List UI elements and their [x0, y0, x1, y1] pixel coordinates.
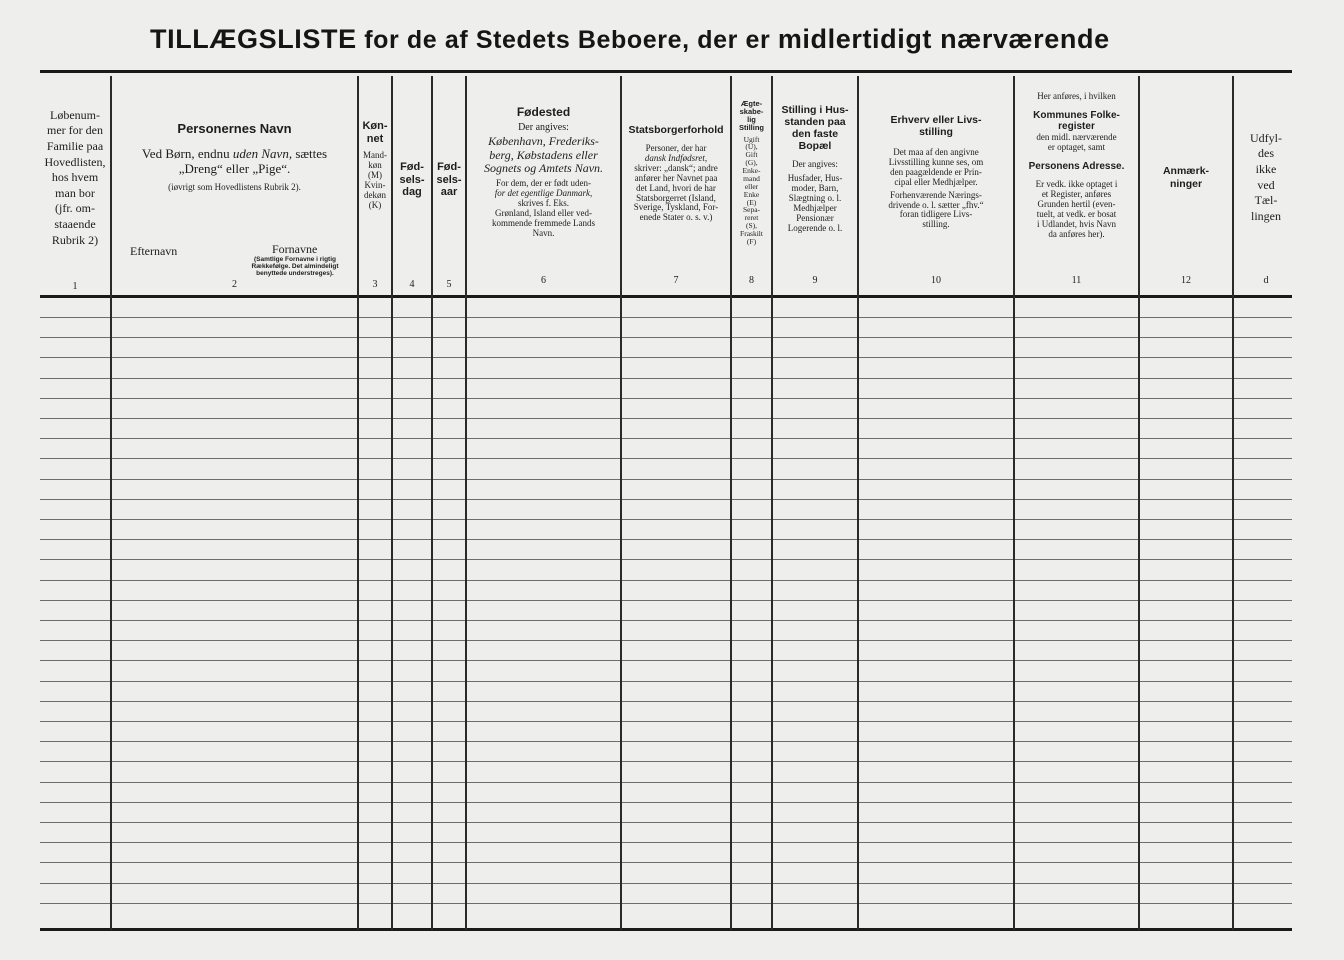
header-text: man bor	[55, 185, 95, 200]
column-divider	[1138, 76, 1140, 930]
header-text: drivende o. l. sætter „fhv.“	[888, 199, 984, 210]
header-text: Køn-	[362, 120, 388, 132]
row-rule	[40, 438, 1292, 439]
row-rule	[40, 378, 1292, 379]
header-text: Enke	[743, 189, 760, 199]
header-text: Grunden hertil (even-	[1037, 198, 1116, 209]
header-text: stilling.	[922, 219, 950, 230]
header-text: skabe-	[739, 106, 764, 116]
header-text: Gift	[745, 150, 758, 160]
header-text: eller	[744, 181, 759, 191]
row-rule	[40, 499, 1292, 500]
header-text: dag	[402, 186, 422, 199]
header-text: Bopæl	[798, 140, 832, 153]
header-col-8	[732, 100, 771, 265]
column-heading: Fødested	[516, 105, 571, 119]
header-text: stilling	[919, 126, 953, 139]
header-text: Enke-	[742, 166, 761, 175]
header-text: Grønland, Island eller ved-	[495, 207, 592, 218]
column-number: 5	[446, 279, 452, 290]
title-middle: for de af Stedets Beboere, der er	[356, 26, 778, 54]
header-text: standen paa	[784, 116, 846, 129]
header-text: (Samtlige Fornavne i rigtig	[254, 256, 336, 263]
header-text: sels-	[436, 173, 462, 186]
table-bottom-rule	[40, 928, 1292, 931]
firstname-note	[236, 257, 354, 277]
header-text: Livsstilling kunne ses, om	[888, 157, 984, 168]
column-heading: Statsborgerforhold	[628, 124, 724, 136]
header-text: Der angives:	[518, 121, 569, 133]
row-rule	[40, 782, 1292, 783]
header-text: Sverige, Tyskland, For-	[633, 202, 719, 213]
header-text: skrives f. Eks.	[518, 197, 569, 208]
row-rule	[40, 741, 1292, 742]
column-number: 3	[372, 279, 378, 290]
header-text: Tæl-	[1254, 193, 1278, 208]
header-text: (K)	[368, 199, 382, 210]
header-text: enede Stater o. s. v.)	[639, 212, 713, 223]
header-text: Kvin-	[364, 179, 386, 190]
row-rule	[40, 479, 1292, 480]
column-number: 10	[931, 275, 941, 286]
header-text: Udfyl-	[1250, 130, 1282, 145]
header-col-6	[467, 106, 620, 256]
header-text: foran tidligere Livs-	[899, 209, 973, 220]
header-text: et Register, anføres	[1041, 189, 1112, 200]
header-note-2: „Dreng“ eller „Pige“.	[178, 160, 291, 176]
title-main: TILLÆGSLISTE	[150, 24, 357, 54]
row-rule	[40, 862, 1292, 863]
row-rule	[40, 559, 1292, 560]
header-text: Fød-	[437, 161, 461, 174]
row-rule	[40, 701, 1292, 702]
header-text: kommende fremmede Lands	[492, 217, 595, 228]
row-rule	[40, 337, 1292, 338]
header-col-4	[393, 150, 431, 210]
header-text: Hovedlisten,	[44, 154, 106, 169]
column-heading: Personernes Navn	[177, 121, 292, 136]
header-text: ved	[1257, 177, 1275, 192]
row-rule	[40, 600, 1292, 601]
header-text: Familie paa	[46, 139, 104, 154]
header-text: København, Frederiks-	[488, 133, 599, 148]
row-rule	[40, 822, 1292, 823]
header-text: moder, Barn,	[791, 183, 839, 194]
header-note-3: (iøvrigt som Hovedlistens Rubrik 2).	[168, 181, 301, 192]
header-text: Erhverv eller Livs-	[890, 114, 982, 126]
row-rule	[40, 539, 1292, 540]
header-text: Rækkefølge. Det almindeligt	[251, 262, 339, 270]
header-text: det Land, hvori de har	[636, 182, 716, 193]
header-text: Sognets og Amtets Navn.	[483, 161, 604, 176]
header-text: Fraskilt	[740, 229, 763, 238]
header-col-1	[40, 80, 110, 276]
header-text: Husfader, Hus-	[787, 173, 843, 184]
header-text: register	[1058, 121, 1095, 133]
header-text: Ugift	[743, 134, 760, 144]
header-text: ninger	[1169, 177, 1203, 190]
header-text: Stilling i Hus-	[781, 104, 849, 116]
column-number: d	[1263, 275, 1269, 286]
row-rule	[40, 580, 1292, 581]
header-text: mand	[743, 173, 760, 183]
column-number: 1	[72, 281, 78, 292]
header-text: dansk Indfødsret,	[644, 152, 708, 163]
header-text: reret	[744, 213, 759, 223]
header-text: uden Navn	[232, 145, 289, 161]
header-col-10	[859, 114, 1013, 249]
row-rule	[40, 660, 1292, 661]
column-number: 8	[749, 275, 754, 286]
header-text: Kommunes Folke-	[1033, 109, 1120, 121]
header-text: benyttede understreges).	[256, 269, 334, 277]
header-text: cipal eller Medhjælper.	[894, 176, 978, 187]
header-text: Slægtning o. l.	[788, 192, 842, 203]
header-text: ikke	[1255, 161, 1277, 176]
header-text: aar	[440, 186, 458, 199]
header-text: Forhenværende Nærings-	[890, 189, 982, 200]
row-rule	[40, 640, 1292, 641]
header-text: anfører her Navnet paa	[634, 172, 718, 183]
header-text: skriver: „dansk“; andre	[634, 162, 718, 173]
header-text: køn	[368, 160, 382, 171]
header-text: hos hvem	[51, 170, 99, 185]
header-text: net	[366, 132, 384, 145]
header-text: des	[1258, 146, 1274, 161]
header-bottom-rule	[40, 295, 1292, 298]
column-number: 6	[541, 275, 546, 286]
row-rule	[40, 398, 1292, 399]
surname-label: Efternavn	[130, 244, 178, 258]
header-text: Navn.	[532, 227, 555, 238]
column-number: 7	[673, 275, 679, 286]
header-text: Der angives:	[792, 159, 838, 170]
column-number: 12	[1181, 275, 1191, 286]
header-text: Stilling	[739, 122, 764, 132]
header-text: dekøn	[364, 189, 386, 200]
header-text: lig	[747, 114, 756, 124]
row-rule	[40, 418, 1292, 419]
column-number: 2	[232, 279, 237, 290]
header-text: Fød-	[400, 161, 424, 174]
row-rule	[40, 620, 1292, 621]
header-text: staaende	[54, 216, 96, 231]
row-rule	[40, 681, 1292, 682]
header-top-rule	[40, 70, 1292, 73]
row-rule	[40, 761, 1292, 762]
header-text: den faste	[791, 128, 839, 141]
row-rule	[40, 802, 1292, 803]
header-col-9	[773, 104, 857, 254]
header-text: Pensionær	[796, 212, 834, 223]
header-text: Ægte-	[740, 99, 763, 108]
header-text: Rubrik 2)	[51, 232, 99, 247]
header-text: (S),	[745, 221, 758, 231]
header-col-5	[433, 150, 465, 210]
header-text: sels-	[399, 173, 425, 186]
header-text: Mand-	[363, 150, 387, 161]
row-rule	[40, 519, 1292, 520]
header-col-3	[359, 120, 391, 240]
header-text: den paagældende er Prin-	[890, 166, 982, 177]
row-rule	[40, 842, 1292, 843]
header-text: Logerende o. l.	[787, 222, 843, 233]
header-col-7	[622, 124, 730, 234]
header-text: Er vedk. ikke optaget i	[1035, 179, 1118, 190]
header-text: (G),	[745, 158, 758, 168]
header-text: , sættes	[288, 145, 328, 161]
header-text: Sepa-	[742, 205, 761, 215]
header-text: Statsborgerret (Island,	[636, 192, 716, 203]
header-text: Løbenum-	[50, 107, 100, 122]
row-rule	[40, 357, 1292, 358]
header-text: mer for den	[47, 123, 103, 138]
row-rule	[40, 903, 1292, 904]
header-text: Ved Børn, endnu	[141, 145, 233, 161]
header-col-12	[1140, 155, 1232, 200]
header-text: tuelt, at vedk. er bosat	[1036, 208, 1117, 219]
header-text: da anføres her).	[1048, 228, 1105, 239]
firstname-label: Fornavne	[272, 242, 318, 256]
column-number: 4	[409, 279, 415, 290]
header-text: Personer, der har	[645, 143, 707, 154]
header-note	[142, 147, 327, 162]
row-rule	[40, 721, 1292, 722]
header-text: Anmærk-	[1162, 165, 1210, 178]
header-text: er optaget, samt	[1047, 141, 1106, 152]
row-rule	[40, 317, 1292, 318]
header-text: berg, Købstadens eller	[489, 147, 598, 162]
header-text: Her anføres, i hvilken	[1037, 91, 1116, 101]
header-col-11	[1015, 92, 1138, 267]
header-text: Det maa af den angivne	[893, 147, 979, 158]
column-number: 11	[1071, 275, 1082, 286]
title-end: midlertidigt nærværende	[777, 24, 1110, 54]
header-text: (U),	[745, 142, 758, 152]
header-text: lingen	[1251, 208, 1281, 223]
header-text: Medhjælper	[793, 202, 837, 213]
column-number: 9	[812, 275, 818, 286]
header-text: den midl. nærværende	[1036, 131, 1117, 142]
header-text: (jfr. om-	[55, 201, 95, 216]
header-text: for det egentlige Danmark,	[494, 188, 593, 199]
header-text: (M)	[368, 170, 382, 181]
header-text: Personens Adresse.	[1028, 160, 1125, 172]
header-text: For dem, der er født uden-	[496, 178, 591, 189]
header-col-d	[1234, 130, 1298, 225]
row-rule	[40, 458, 1292, 459]
header-text: i Udlandet, hvis Navn	[1037, 218, 1116, 229]
header-col-2	[112, 122, 357, 212]
header-text: (F)	[746, 236, 757, 246]
form-title	[150, 24, 1210, 55]
header-text: (E)	[746, 197, 757, 207]
row-rule	[40, 883, 1292, 884]
